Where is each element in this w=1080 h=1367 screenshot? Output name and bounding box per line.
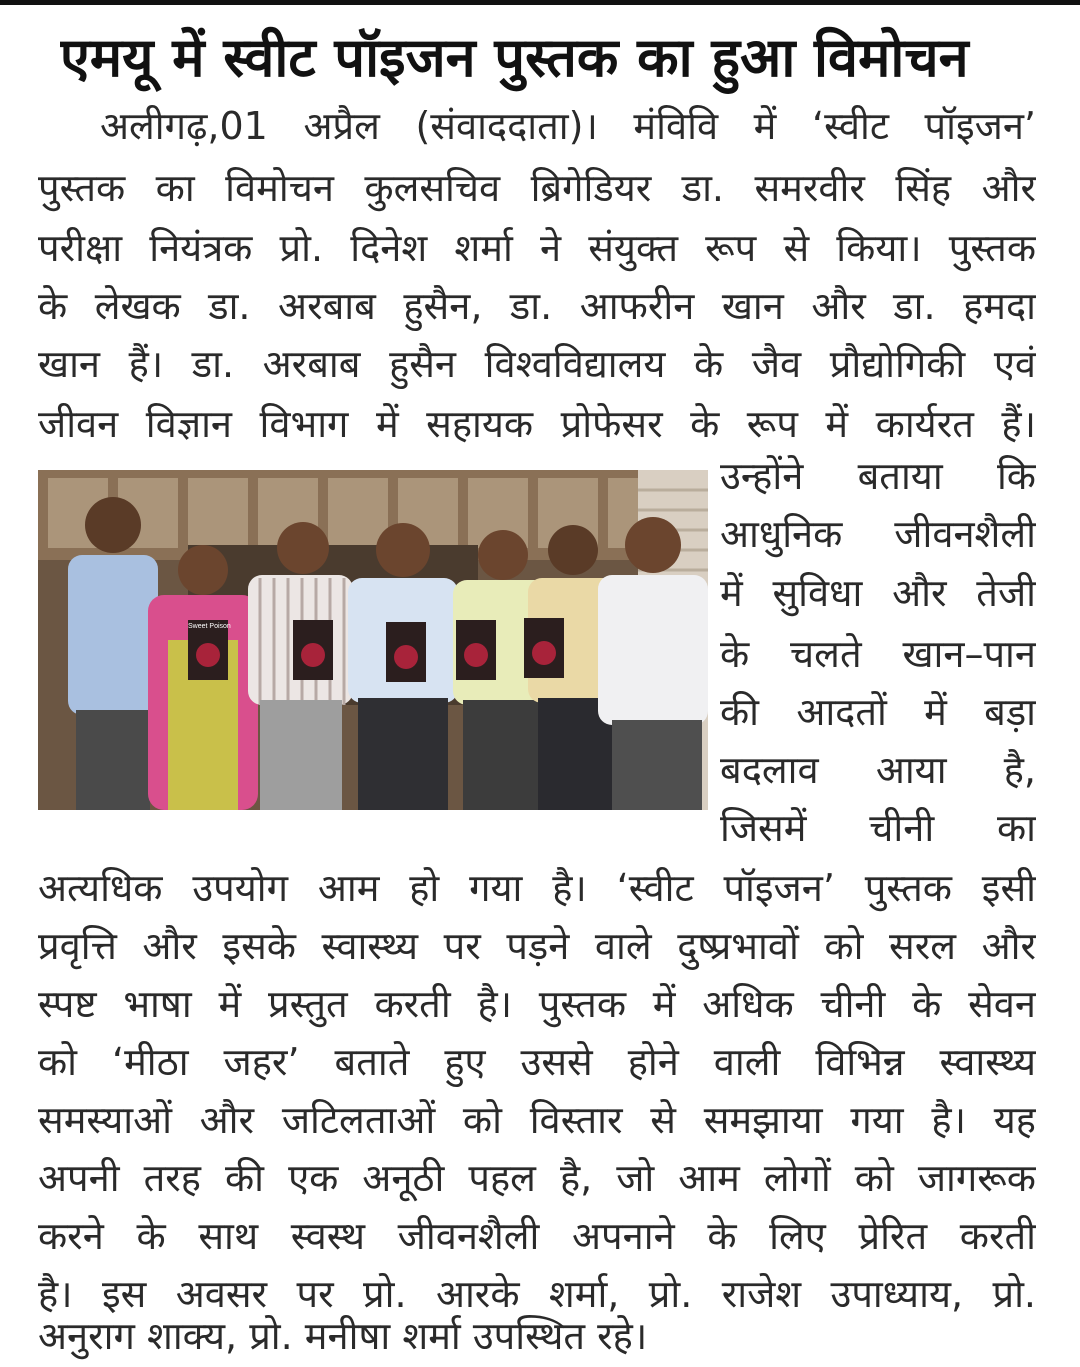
body-line: प्रवृत्ति और इसके स्वास्थ्य पर पड़ने वाले दुष्प्रभावों को सरल और bbox=[38, 924, 1036, 968]
body-line: अलीगढ़,01 अप्रैल (संवाददाता)। मंविवि में ‘स्वीट पॉइजन’ bbox=[100, 104, 1036, 148]
body-line: जीवन विज्ञान विभाग में सहायक प्रोफेसर के रूप में कार्यरत हैं। bbox=[38, 402, 1036, 446]
body-line: खान हैं। डा. अरबाब हुसैन विश्वविद्यालय के जैव प्रौद्योगिकी एवं bbox=[38, 342, 1036, 386]
body-line: अत्यधिक उपयोग आम हो गया है। ‘स्वीट पॉइजन’ पुस्तक इसी bbox=[38, 866, 1036, 910]
body-line: है। इस अवसर पर प्रो. आरके शर्मा, प्रो. राजेश उपाध्याय, प्रो. bbox=[38, 1272, 1036, 1316]
side-line: की आदतों में बड़ा bbox=[720, 690, 1036, 734]
headline: एमयू में स्वीट पॉइजन पुस्तक का हुआ विमोचन bbox=[60, 26, 969, 89]
side-line: उन्होंने बताया कि bbox=[720, 454, 1036, 498]
news-photo bbox=[38, 470, 708, 810]
body-line: अनुराग शाक्य, प्रो. मनीषा शर्मा उपस्थित रहे। bbox=[38, 1314, 648, 1358]
group-photo-illustration bbox=[38, 470, 708, 810]
side-line: के चलते खान–पान bbox=[720, 632, 1036, 676]
body-line: स्पष्ट भाषा में प्रस्तुत करती है। पुस्तक में अधिक चीनी के सेवन bbox=[38, 982, 1036, 1026]
body-line: को ‘मीठा जहर’ बताते हुए उससे होने वाली विभिन्न स्वास्थ्य bbox=[38, 1040, 1036, 1084]
body-line: समस्याओं और जटिलताओं को विस्तार से समझाया गया है। यह bbox=[38, 1098, 1036, 1142]
body-line: के लेखक डा. अरबाब हुसैन, डा. आफरीन खान और डा. हमदा bbox=[38, 284, 1036, 328]
body-line: करने के साथ स्वस्थ जीवनशैली अपनाने के लिए प्रेरित करती bbox=[38, 1214, 1036, 1258]
book-cover-title: Sweet Poison bbox=[188, 623, 231, 630]
side-line: बदलाव आया है, bbox=[720, 748, 1036, 792]
side-line: जिसमें चीनी का bbox=[720, 806, 1036, 850]
top-rule bbox=[0, 0, 1080, 5]
body-line: पुस्तक का विमोचन कुलसचिव ब्रिगेडियर डा. समरवीर सिंह और bbox=[38, 166, 1036, 210]
body-line: अपनी तरह की एक अनूठी पहल है, जो आम लोगों को जागरूक bbox=[38, 1156, 1036, 1200]
side-line: में सुविधा और तेजी bbox=[720, 571, 1036, 615]
side-line: आधुनिक जीवनशैली bbox=[720, 512, 1036, 556]
body-line: परीक्षा नियंत्रक प्रो. दिनेश शर्मा ने संयुक्त रूप से किया। पुस्तक bbox=[38, 226, 1036, 270]
